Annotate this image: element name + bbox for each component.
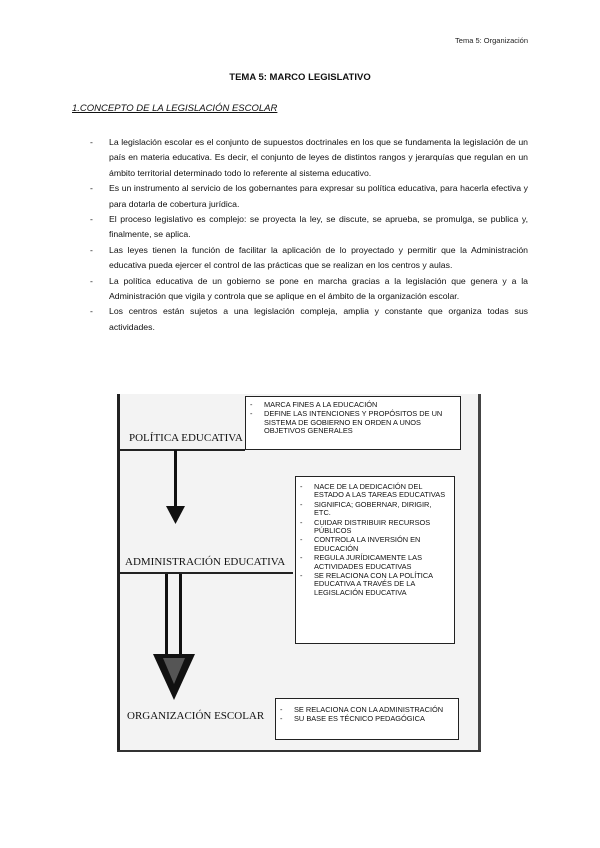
section-heading: 1.CONCEPTO DE LA LEGISLACIÓN ESCOLAR [72, 103, 278, 114]
dash-marker: - [90, 183, 93, 194]
box-item-text: SU BASE ES TÉCNICO PEDAGÓGICA [294, 714, 425, 724]
dash-marker: - [250, 400, 253, 409]
level-label-administracion: ADMINISTRACIÓN EDUCATIVA [125, 556, 286, 568]
box-item-text: NACE DE LA DEDICACIÓN DEL ESTADO A LAS TAREAS EDUCATIVAS [314, 482, 446, 500]
box-item-text: REGULA JURÍDICAMENTE LAS ACTIVIDADES EDUCATIVAS [314, 553, 423, 571]
politica-box [245, 396, 461, 450]
dash-marker: - [90, 244, 93, 255]
dash-marker: - [280, 705, 283, 714]
box-item [296, 554, 450, 571]
dash-marker: - [250, 409, 253, 419]
box-item [296, 572, 450, 597]
box-item-text: MARCA FINES A LA EDUCACIÓN [264, 400, 378, 409]
diagram-right-border [478, 394, 481, 752]
box-item-text: DEFINE LAS INTENCIONES Y PROPÓSITOS DE UN SISTEMA DE GOBIERNO EN ORDEN A UNOS OBJETIVOS GENERALES [264, 409, 443, 436]
bullet-item [90, 304, 528, 335]
down-arrow-icon [166, 506, 185, 524]
bullet-list [90, 135, 528, 335]
level-label-politica: POLÍTICA EDUCATIVA [129, 432, 243, 444]
bullet-text: Es un instrumento al servicio de los gobernantes para expresar su política educativa, para hacerla efectiva y para dotarla de cobertura jurídica. [109, 183, 528, 209]
dash-marker: - [90, 306, 93, 317]
box-item-text: CONTROLA LA INVERSIÓN EN EDUCACIÓN [314, 535, 421, 553]
organizacion-box [275, 698, 459, 740]
bullet-text: La legislación escolar es el conjunto de supuestos doctrinales en los que se fundamenta la legislación de un país en materia educativa. Es decir, el conjunto de leyes de distintos rangos y jerarquías que regulan en un ámbito territorial determinado todo lo referente al sistema educativo. [109, 137, 528, 178]
dash-marker: - [300, 571, 303, 581]
box-item-text: SE RELACIONA CON LA POLÍTICA EDUCATIVA A TRAVÉS DE LA LEGISLACIÓN EDUCATIVA [314, 571, 433, 597]
box-item-text: SIGNIFICA; GOBERNAR, DIRIGIR, ETC. [314, 499, 432, 518]
arrow-stem-right [179, 574, 182, 656]
bullet-item [90, 181, 528, 212]
administracion-box [295, 476, 455, 644]
box-item [246, 410, 456, 435]
bullet-text: El proceso legislativo es complejo: se proyecta la ley, se discute, se aprueba, se promulga, se publica y, finalmente, se aplica. [109, 214, 528, 240]
box-item [246, 401, 456, 409]
bullet-item [90, 135, 528, 181]
bullet-text: La política educativa de un gobierno se pone en marcha gracias a la legislación que genera y a la Administración que vigila y controla que se aplique en el ámbito de la organización escolar. [109, 275, 528, 302]
dash-marker: - [90, 137, 93, 147]
dash-marker: - [300, 517, 303, 527]
dash-marker: - [300, 553, 303, 563]
arrow-stem-left [165, 574, 168, 656]
bullet-item [90, 243, 528, 274]
box-item [296, 536, 450, 553]
dash-marker: - [280, 714, 283, 724]
dash-marker: - [300, 535, 303, 545]
box-item-text: CUIDAR DISTRIBUIR RECURSOS PÚBLICOS [314, 517, 431, 536]
running-header: Tema 5: Organización [455, 36, 528, 45]
down-arrow-icon [153, 654, 195, 700]
dash-marker: - [90, 214, 93, 225]
level-underline [117, 449, 245, 451]
dash-marker: - [300, 499, 303, 509]
box-item [276, 706, 454, 714]
box-item [296, 501, 450, 518]
box-item-text: SE RELACIONA CON LA ADMINISTRACIÓN [294, 705, 444, 714]
bullet-text: Las leyes tienen la función de facilitar la aplicación de lo proyectado y permitir que la Administración educativa pueda ejercer el control de las prácticas que se realizan en los centros y aulas. [109, 244, 528, 271]
level-underline [117, 572, 293, 574]
dash-marker: - [300, 482, 303, 491]
arrow-stem [174, 450, 177, 508]
level-label-organizacion: ORGANIZACIÓN ESCOLAR [127, 710, 265, 722]
bullet-item [90, 274, 528, 305]
box-item [296, 483, 450, 500]
box-item [276, 715, 454, 723]
diagram-bottom-border [117, 750, 481, 752]
dash-marker: - [90, 275, 93, 286]
bullet-item [90, 212, 528, 243]
page-title: TEMA 5: MARCO LEGISLATIVO [229, 72, 371, 83]
bullet-text: Los centros están sujetos a una legislación compleja, amplia y constante que organiza todas sus actividades. [109, 306, 528, 332]
legislation-diagram [117, 394, 481, 752]
box-item [296, 519, 450, 536]
